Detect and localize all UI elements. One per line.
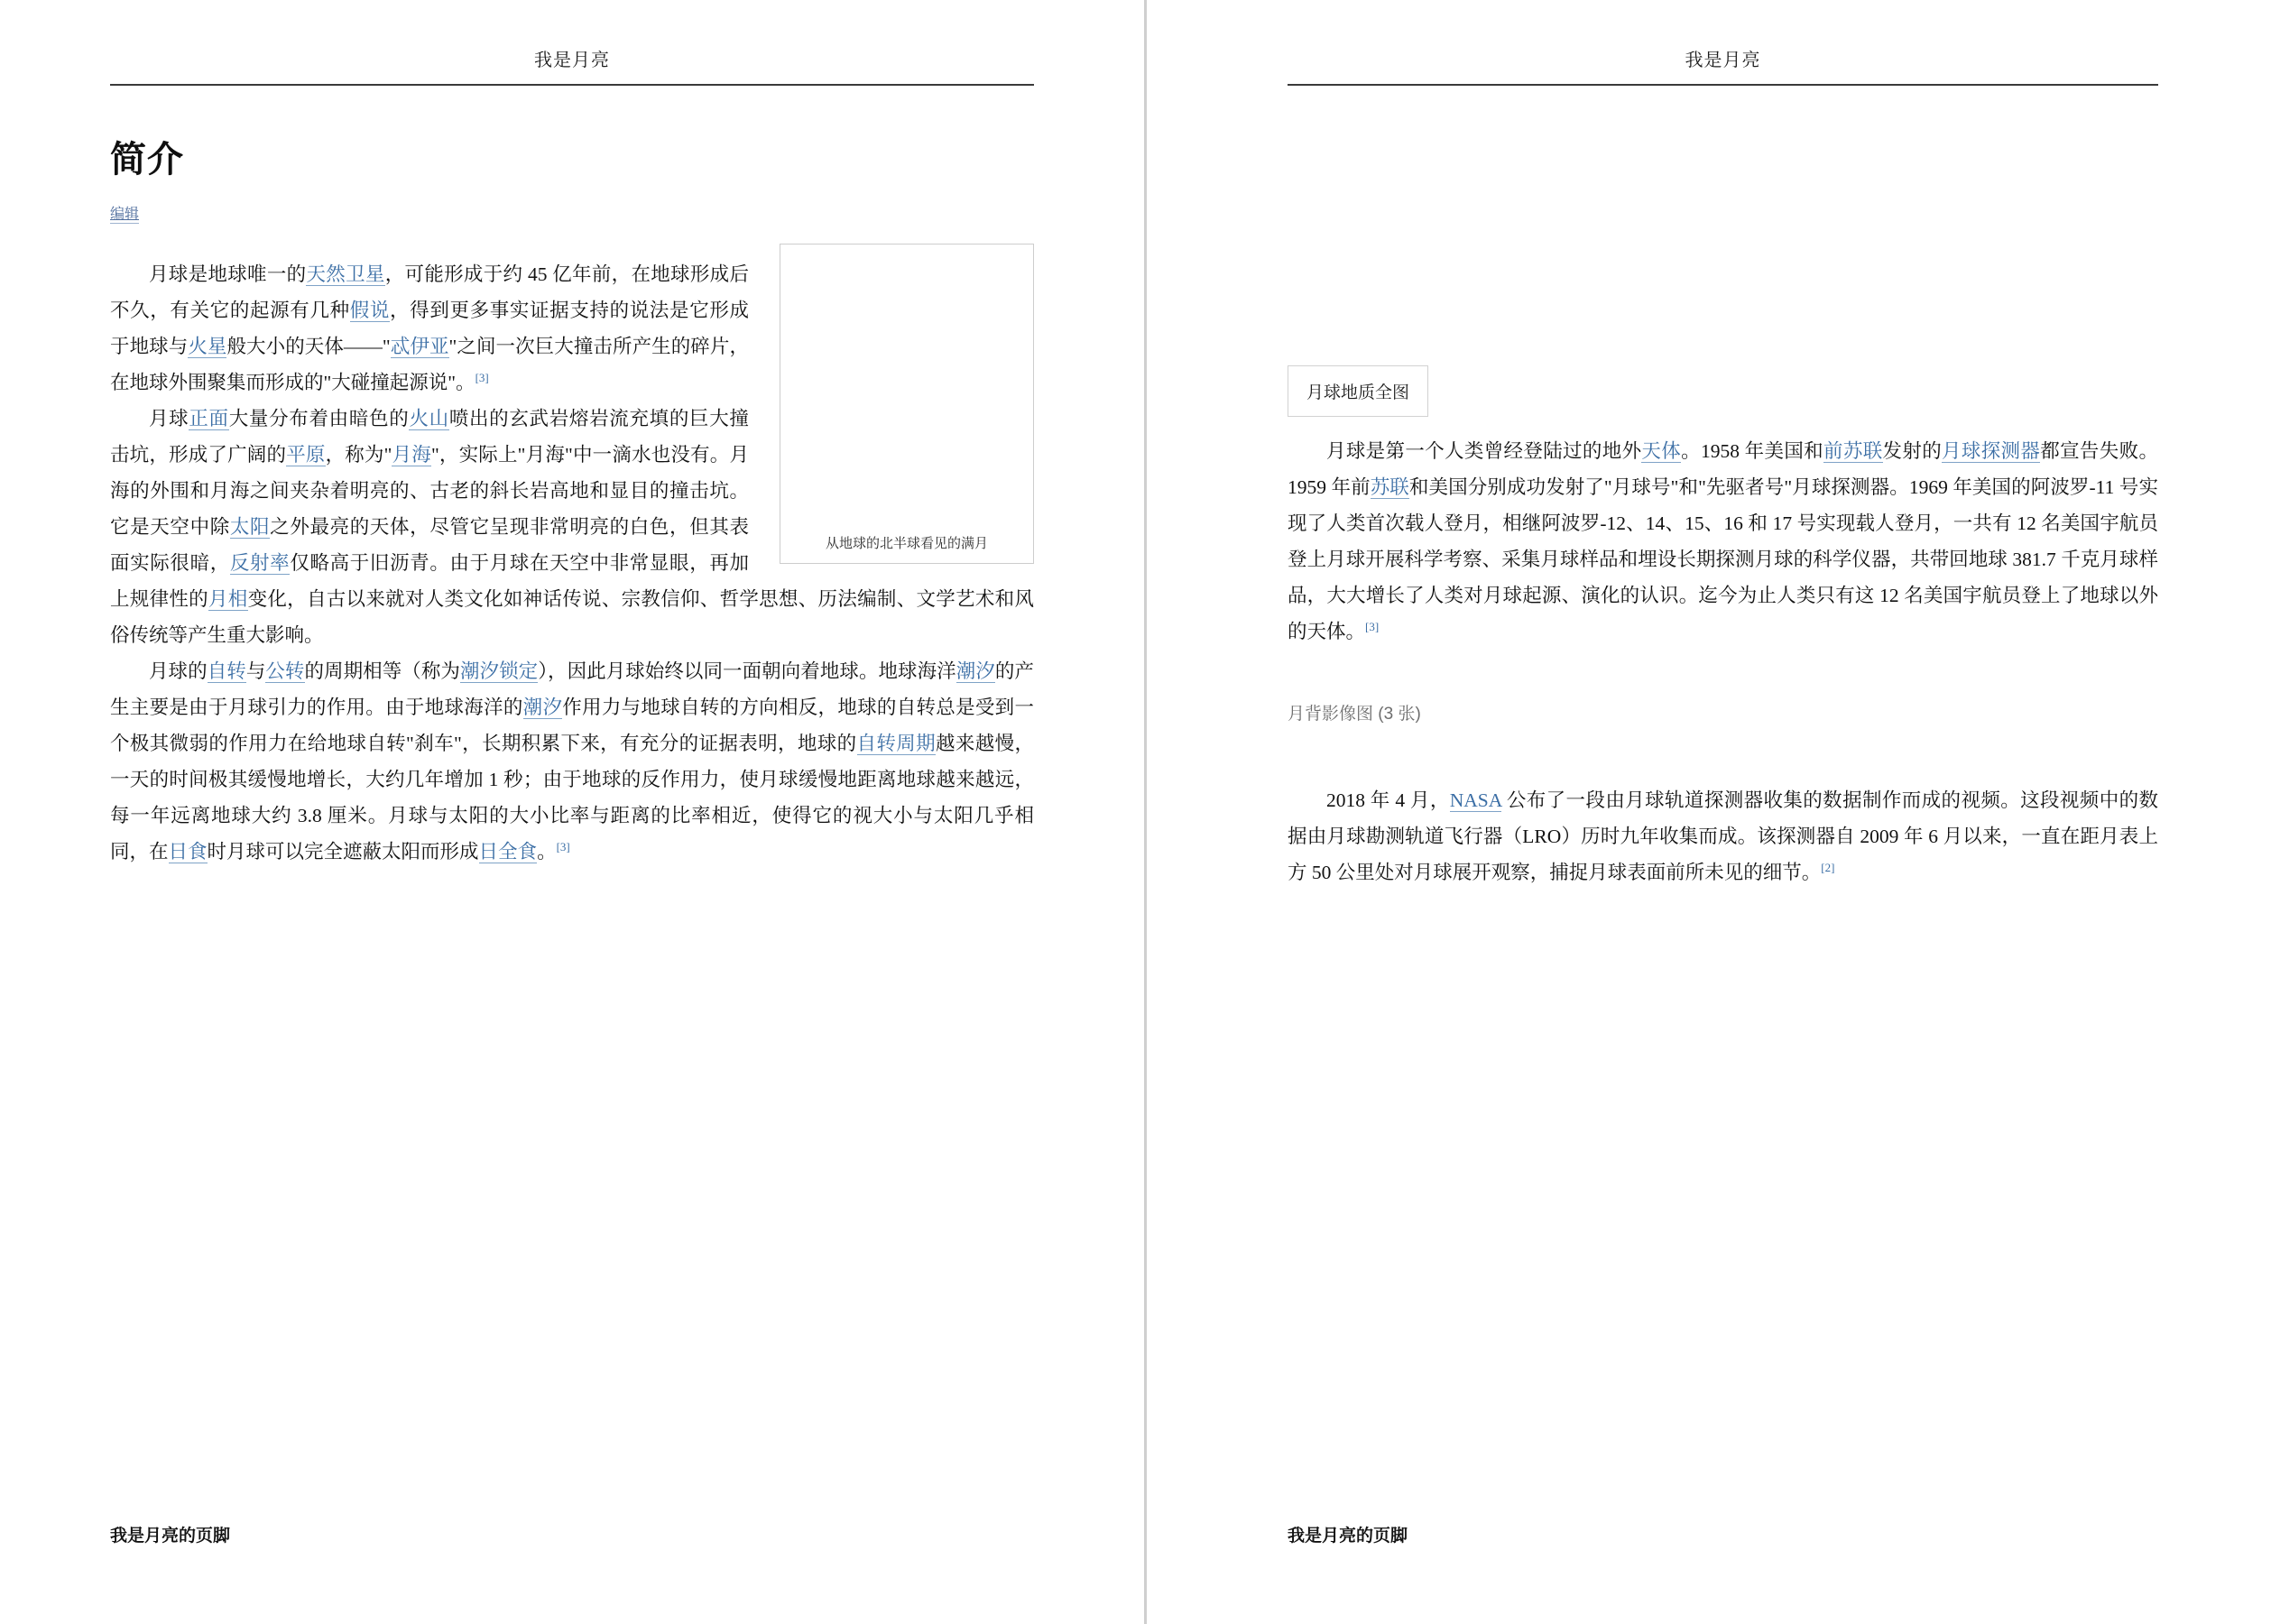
text-run: 越来越慢，一天的时间极其缓慢地增长，大约几年增加 1 秒；由于地球的反作用力，使月球缓慢地距离地球越来越远，每一年远离地球大约 3.8 厘米。月球与太阳的大小比率与距离的比率相近，使得它的视大小与太阳几乎相同，在 (110, 733, 1034, 863)
text-run: ，称为" (325, 444, 392, 466)
page-right (1147, 0, 2268, 1624)
right-top-gap (1288, 86, 2158, 329)
text-run: 都宣告失败。1959 年前 (1288, 440, 2158, 498)
running-header-left-text: 我是月亮 (534, 51, 610, 70)
text-run: 的产生主要是由于月球引力的作用。由于地球海洋的 (110, 660, 1034, 719)
text-run: ，得到更多事实证据支持的说法是它形成于地球与 (110, 300, 749, 358)
text-run: 。1958 年美国和 (1681, 440, 1824, 462)
text-run: 时月球可以完全遮蔽太阳而形成 (207, 841, 479, 863)
wiki-link[interactable]: 日食 (168, 841, 208, 863)
left-body-column (110, 233, 1034, 870)
wiki-link[interactable]: 潮汐锁定 (459, 660, 539, 683)
footer-left: 我是月亮的页脚 (110, 1527, 231, 1546)
wiki-link[interactable]: 平原 (286, 444, 326, 466)
wiki-link[interactable]: 月球探测器 (1942, 440, 2041, 462)
footer-right: 我是月亮的页脚 (1288, 1527, 1408, 1546)
figure-full-moon (780, 244, 1034, 564)
text-run: 般大小的天体——" (226, 336, 391, 358)
wiki-link[interactable]: NASA (1449, 789, 1502, 811)
gallery-caption: 月背影像图 (3 张) (1288, 705, 1421, 724)
running-header-right-text: 我是月亮 (1685, 51, 1761, 70)
text-run: 公布了一段由月球轨道探测器收集的数据制作而成的视频。这段视频中的数据由月球勘测轨道飞行器（LRO）历时九年收集而成。该探测器自 2009 年 6 月以来，一直在距月表上方 50 公里处对月球展开观察，捕捉月球表面前所未见的细节。 (1288, 789, 2158, 883)
text-run: 月球是第一个人类曾经登陆过的地外 (1326, 440, 1642, 462)
wiki-link[interactable]: 天然卫星 (306, 263, 385, 286)
wiki-link[interactable]: 公转 (265, 660, 305, 683)
right-body-column (1288, 433, 2158, 650)
running-header-left (110, 0, 1034, 71)
reference-marker[interactable]: [3] (556, 840, 570, 854)
text-run: 大量分布着由暗色的 (228, 408, 410, 430)
wiki-link[interactable]: 自转 (207, 660, 246, 683)
wiki-link[interactable]: 太阳 (229, 516, 271, 539)
reference-marker[interactable]: [3] (1365, 619, 1380, 633)
wiki-link[interactable]: 反射率 (229, 552, 291, 575)
text-run: 与 (245, 660, 266, 683)
wiki-link[interactable]: 日全食 (478, 841, 538, 863)
figure-caption: 从地球的北半球看见的满月 (825, 536, 988, 552)
running-header-right (1288, 0, 2158, 71)
wiki-link[interactable]: 月相 (208, 588, 248, 611)
text-run: 月球 (149, 408, 189, 430)
wiki-link[interactable]: 前苏联 (1823, 440, 1883, 462)
wiki-link[interactable]: 潮汐 (955, 660, 995, 683)
text-run: 和美国分别成功发射了"月球号"和"先驱者号"月球探测器。1969 年美国的阿波罗-11 号实现了人类首次载人登月，相继阿波罗-12、14、15、16 和 17 号实现载人登月，一共有 12 名美国宇航员登上月球开展科学考察、采集月球样品和埋设长期探测月球的科学仪器，共带回地球 381.7 千克月球样品，大大增长了人类对月球起源、演化的认识。迄今为止人类只有这 12 名美国宇航员登上了地球以外的天体。 (1288, 476, 2158, 642)
header-rule-left (110, 84, 1034, 86)
paragraph-3 (110, 653, 1034, 870)
right-body-column-2 (1288, 782, 2158, 890)
text-run: 仅略高于旧沥青。由于月球在天空中非常显眼，再加上规律性的 (110, 552, 749, 611)
paragraph-right-2 (1288, 782, 2158, 890)
text-run: 发射的 (1882, 440, 1943, 462)
paragraph-right-1 (1288, 433, 2158, 650)
text-run: 。 (537, 841, 557, 863)
text-run: 2018 年 4 月， (1326, 789, 1450, 811)
wiki-link[interactable]: 天体 (1641, 440, 1682, 462)
wiki-link[interactable]: 火星 (188, 336, 227, 358)
text-run: ，可能形成于约 45 亿年前，在地球形成后不久，有关它的起源有几种 (110, 263, 749, 322)
wiki-link[interactable]: 忒伊亚 (390, 336, 449, 358)
text-run: 的周期相等（称为 (304, 660, 460, 683)
reference-marker[interactable]: [3] (475, 371, 489, 385)
text-run: 喷出的玄武岩熔岩流充填的巨大撞击坑，形成了广阔的 (110, 408, 749, 466)
wiki-link[interactable]: 正面 (189, 408, 229, 430)
text-run: 变化，自古以来就对人类文化如神话传说、宗教信仰、哲学思想、历法编制、文学艺术和风俗传统等产生重大影响。 (110, 588, 1034, 647)
map-thumbnail-label[interactable]: 月球地质全图 (1288, 365, 1428, 417)
text-run: ），因此月球始终以同一面朝向着地球。地球海洋 (538, 660, 956, 683)
text-run: 之外最亮的天体，尽管它呈现非常明亮的白色，但其表面实际很暗， (110, 516, 749, 575)
text-run: "，实际上"月海"中一滴水也没有。月海的外围和月海之间夹杂着明亮的、古老的斜长岩高地和显目的撞击坑。它是天空中除 (110, 444, 749, 539)
wiki-link[interactable]: 苏联 (1370, 476, 1409, 498)
wiki-link[interactable]: 火山 (409, 408, 449, 430)
text-run: 月球的 (149, 660, 208, 683)
edit-section-link[interactable]: 编辑 (110, 206, 139, 224)
wiki-link[interactable]: 自转周期 (856, 733, 936, 755)
wiki-link[interactable]: 月海 (392, 444, 431, 466)
text-run: "之间一次巨大撞击所产生的碎片，在地球外围聚集而形成的"大碰撞起源说"。 (110, 336, 749, 394)
text-run: 月球是地球唯一的 (149, 263, 307, 286)
reference-marker[interactable]: [2] (1821, 860, 1835, 874)
page-title: 简介 (110, 140, 184, 180)
wiki-link[interactable]: 潮汐 (522, 697, 563, 719)
wiki-link[interactable]: 假说 (349, 300, 391, 322)
text-run: 作用力与地球自转的方向相反，地球的自转总是受到一个极其微弱的作用力在给地球自转"刹车"，长期积累下来，有充分的证据表明，地球的 (110, 697, 1034, 755)
